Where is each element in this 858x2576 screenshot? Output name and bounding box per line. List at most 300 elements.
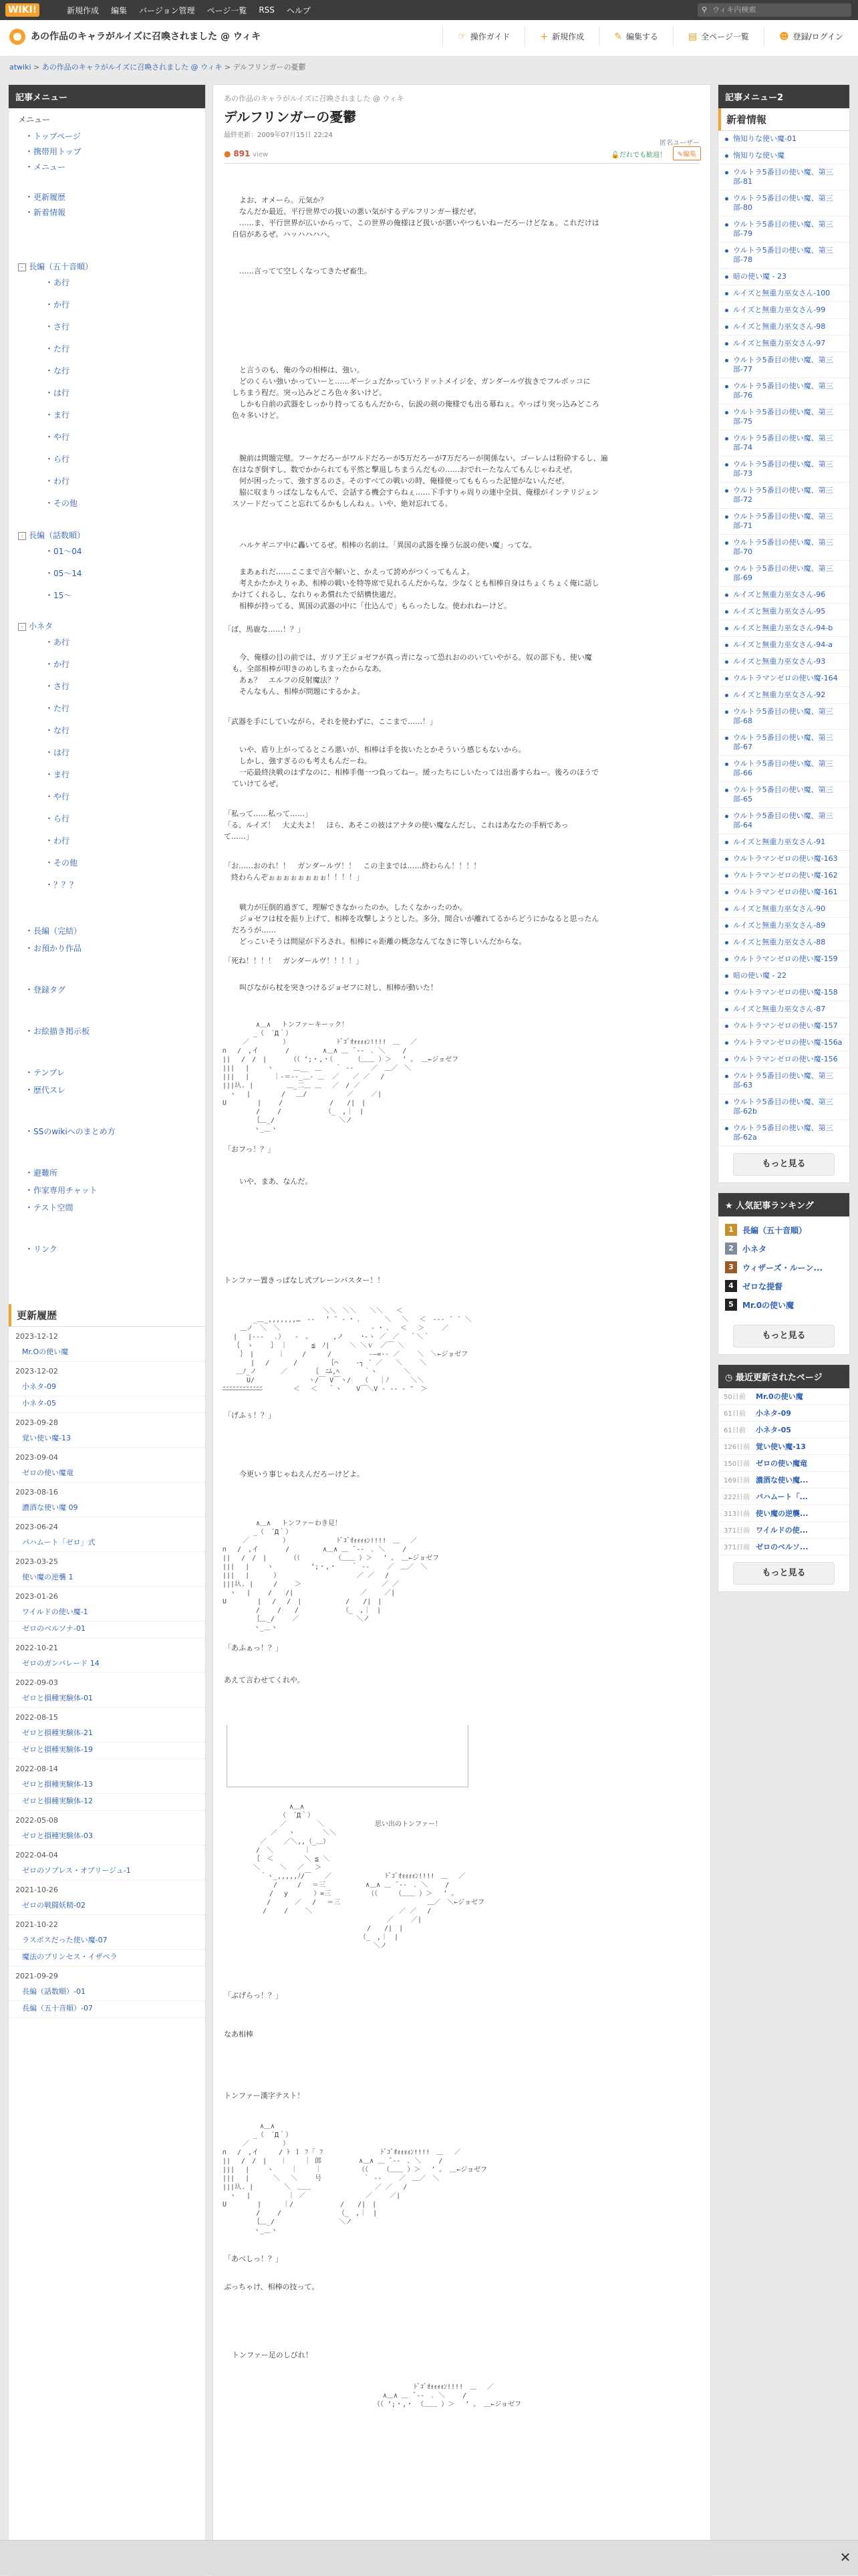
recent-title-label: 最近更新されたページ: [735, 1373, 823, 1383]
news-item[interactable]: 暗の使い魔 - 22: [718, 968, 849, 985]
history-item[interactable]: ゼロのガンパレード 14: [9, 1656, 205, 1673]
news-item[interactable]: ウルトラ5番目の使い魔、第三部-69: [718, 561, 849, 587]
recent-date: 313日前: [724, 1511, 750, 1518]
menu-edit[interactable]: 編集: [111, 5, 128, 15]
all-pages-label: 全ページ一覧: [701, 32, 749, 41]
pencil-icon: ✎: [614, 31, 622, 42]
recent-date: 222日前: [724, 1494, 750, 1501]
search-placeholder: ウィキ内検索: [712, 5, 756, 14]
article-edit-button[interactable]: [673, 146, 701, 160]
update-history-title: 更新履歴: [9, 1304, 205, 1327]
history-item[interactable]: ラスボスだった使い魔-07: [9, 1933, 205, 1950]
right-panel-title: 記事メニュー2: [718, 85, 849, 108]
rank-title: 長編（五十音順）: [742, 1225, 807, 1235]
left-panel-title: 記事メニュー: [9, 85, 205, 108]
paragraph: 今更いう事じゃねえんだろーけどよ。: [232, 1470, 364, 1478]
news-item[interactable]: ウルトラ5番目の使い魔、第三部-76: [718, 378, 849, 404]
wiki-badge: WIKI!: [5, 3, 39, 17]
news-item[interactable]: ウルトラ5番目の使い魔、第三部-73: [718, 457, 849, 483]
history-item[interactable]: 覚い使い魔-13: [9, 1431, 205, 1448]
technique-heading: トンファー足のしびれ！: [232, 2351, 313, 2359]
recent-title: 小ネタ-09: [756, 1409, 791, 1418]
view-count: [224, 149, 268, 158]
dialogue: 「武器を手にしていながら、それを使わずに、ここまで……！」: [224, 717, 437, 726]
news-item[interactable]: ウルトラ5番目の使い魔、第三部-78: [718, 243, 849, 269]
link-oekaki[interactable]: お絵描き掲示板: [33, 1027, 90, 1036]
collapse-icon: -: [18, 263, 26, 271]
recent-date: 169日前: [724, 1477, 750, 1485]
history-item[interactable]: ゼロと損種実験体-03: [9, 1829, 205, 1845]
list-item[interactable]: か行: [53, 300, 70, 309]
ranking-list: [718, 1216, 849, 1318]
recent-item[interactable]: [718, 1388, 849, 1405]
left-menu: メニュー ・トップページ ・携帯用トップ ・メニュー ・更新履歴 ・新着情報 - 長編（五十音順） ・あ行 ・か行 ・さ行 ・た行 ・な行 ・は行 ・ま行 ・や行 ・ら行 ・わ行 ・その他 - 長編（話数順） ・01〜04 ・05〜14 ・15〜 - 小ネタ ・あ行 ・か行 ・さ行 ・た行 ・な行 ・は行 ・ま行 ・や行 ・ら行 ・わ行 ・その他 ・？？？ ・長編（完結） ・お預かり作品 ・登録タグ ・お絵描き掲示板 ・テンプレ ・歴代スレ ・SSのwikiへのまとめ方 ・避難所 ・作家専用チャット ・テスト空間 ・リンク: [9, 108, 205, 1264]
paragraph: よお、オメーら。元気か？ なんだか最近、平行世界での扱いの悪い気がするデルフリンガー様だぜ。 ……ま、平行世界が広いからって、この世界の俺様ほど扱いが悪いやつもいねーだろーけどなぁ。これだけは 自信があるぜ。ハッハハハハ。: [232, 196, 599, 239]
menu-version[interactable]: バージョン管理: [139, 5, 195, 15]
news-item[interactable]: ウルトラ5番目の使い魔、第三部-72: [718, 483, 849, 509]
paragraph: いや、まあ、なんだ。: [232, 1177, 313, 1186]
list-item[interactable]: ら行: [53, 455, 70, 464]
news-item[interactable]: ルイズと無重力巫女さん-99: [718, 302, 849, 319]
history-item[interactable]: ゼロと損種実験体-21: [9, 1726, 205, 1743]
collapse-icon: -: [18, 623, 26, 631]
news-item[interactable]: ウルトラ5番目の使い魔、第三部-62a: [718, 1120, 849, 1146]
rank-number: 3: [725, 1261, 737, 1273]
episode-list: ・01〜04 ・05〜14 ・15〜: [45, 547, 82, 601]
menu-page[interactable]: ページ一覧: [206, 5, 247, 15]
history-date: 2022-09-03: [15, 1678, 58, 1687]
news-item[interactable]: ウルトラ5番目の使い魔、第三部-74: [718, 430, 849, 457]
news-item[interactable]: ウルトラマンゼロの使い魔-161: [718, 884, 849, 901]
news-item[interactable]: ウルトラ5番目の使い魔、第三部-71: [718, 509, 849, 535]
section-long-works[interactable]: [18, 261, 196, 272]
list-item[interactable]: や行: [53, 792, 70, 801]
history-list: [9, 1327, 205, 2018]
recent-date: 126日前: [724, 1444, 750, 1451]
rank-number: 5: [725, 1299, 737, 1311]
news-item[interactable]: ルイズと無重力巫女さん-95: [718, 604, 849, 620]
history-date: 2021-10-26: [15, 1886, 58, 1894]
list-item[interactable]: あ行: [53, 638, 70, 647]
recent-title: 小ネタ-05: [756, 1426, 791, 1434]
breadcrumb-site[interactable]: あの作品のキャラがルイズに召喚されました @ ウィキ: [41, 63, 223, 72]
recent-title: 覚い使い魔-13: [756, 1442, 806, 1451]
list-item[interactable]: その他: [53, 499, 78, 508]
history-item[interactable]: ゼロの使い魔竜: [9, 1466, 205, 1483]
guest-welcome-button[interactable]: [611, 149, 666, 159]
rank-title: ウィザーズ・ルーン...: [742, 1263, 823, 1273]
recent-item[interactable]: [718, 1422, 849, 1438]
dialogue: 「ば、馬鹿な……！？」: [224, 625, 305, 634]
ranking-item[interactable]: [718, 1239, 849, 1258]
close-icon[interactable]: ✕: [839, 2549, 851, 2565]
news-item[interactable]: ウルトラ5番目の使い魔、第三部-70: [718, 535, 849, 561]
breadcrumb: atwiki > あの作品のキャラがルイズに召喚されました @ ウィキ > デルフリンガーの憂鬱: [9, 63, 306, 72]
site-logo-icon[interactable]: [9, 29, 25, 45]
lock-icon: 🔓: [611, 152, 619, 159]
ranking-box: [718, 1192, 850, 1355]
history-date: 2022-08-14: [15, 1765, 58, 1773]
news-item[interactable]: ルイズと無重力巫女さん-90: [718, 901, 849, 918]
list-item[interactable]: わ行: [53, 477, 70, 486]
edit-button[interactable]: [599, 27, 673, 47]
history-item[interactable]: Mr.Oの使い魔: [9, 1345, 205, 1362]
link-test-space[interactable]: テスト空間: [33, 1203, 74, 1212]
guide-button[interactable]: [442, 27, 525, 47]
history-date: 2021-10-22: [15, 1920, 58, 1929]
history-item[interactable]: 小ネタ-09: [9, 1380, 205, 1396]
global-menu: [67, 0, 311, 20]
news-item[interactable]: ウルトラ5番目の使い魔、第三部-81: [718, 164, 849, 190]
new-page-label: 新規作成: [552, 32, 585, 41]
history-date: 2023-09-04: [15, 1453, 58, 1462]
dialogue: 「死ね！！！！ ガンダールヴ！！！！」: [224, 956, 364, 965]
history-date: 2022-08-15: [15, 1713, 58, 1722]
history-item[interactable]: ゼロのソプレス・オブリージュ-1: [9, 1863, 205, 1880]
recent-title: 濃酒な使い魔...: [756, 1476, 809, 1485]
news-item[interactable]: ルイズと無重力巫女さん-93: [718, 654, 849, 670]
rank-title: Mr.0の使い魔: [742, 1300, 795, 1310]
history-item[interactable]: パハムート「ゼロ」式: [9, 1535, 205, 1552]
rank-number: 2: [725, 1243, 737, 1255]
news-item[interactable]: ウルトラマンゼロの使い魔-158: [718, 985, 849, 1001]
link-template[interactable]: テンプレ: [33, 1068, 65, 1077]
ranking-item[interactable]: [718, 1277, 849, 1295]
history-item[interactable]: ゼロの戦闘妖精-02: [9, 1898, 205, 1915]
guide-label: 操作ガイド: [470, 32, 511, 41]
history-date: 2023-12-02: [15, 1367, 58, 1376]
history-item[interactable]: 濃酒な使い魔 09: [9, 1501, 205, 1517]
recent-title: ゼロの使い魔竜: [756, 1459, 807, 1468]
news-item[interactable]: ウルトラ5番目の使い魔、第三部-80: [718, 190, 849, 217]
rank-number: 1: [725, 1224, 737, 1236]
document-icon: ▤: [688, 31, 698, 42]
paragraph: なあ相棒: [224, 2030, 253, 2039]
list-item[interactable]: わ行: [53, 836, 70, 846]
update-history: [9, 1304, 205, 2018]
ascii-art: ＼＼ ＼＼ ＼＼ ＜ _＿_,,,,,,,… ‐‐ ’ ˜ ‐ ･ ､ ＼ ＼ ＜ ‐‐‐ ´ ´ ＼ ＿ノ ＼ ＼ ‐ ･ ､ ＜ ＞ ／ | |‐‐‐ ､） ‐ 、 ,ノ ･‐ヽ ／ ／ ｀＼｀ ｛ ゝ ｝ ｜ ≦ ﾉ| ＼ ＼ｖ ／￣ ＼ ｝ | ｜ / / ‐―=‐‐ ／ ＼ ＼←ジョゼフ | / / ｛⌒ ‐┐ ´ ／ ＼ ＼ ＿ﾉ_ノ ／ ｛ ﾆﾑ,ﾍ ｀ヽ ＼ U/ ヽ/￣ V￣ヽ/ （ ｜ﾉ ＼＼ ﾆﾆﾆﾆﾆﾆﾆﾆﾆﾆﾆﾆ ＜ ＜ ｀ヽ V￣＼V ‐ ‐‐ ‐ ″ ＞: [223, 1307, 472, 1393]
ranking-item[interactable]: [718, 1220, 849, 1239]
news-item[interactable]: ウルトラマンゼロの使い魔-157: [718, 1018, 849, 1035]
recent-title: ゼロのベルソ...: [756, 1543, 809, 1551]
news-item[interactable]: ウルトラ5番目の使い魔、第三部-64: [718, 808, 849, 834]
recent-date: 61日前: [724, 1427, 746, 1434]
link-top[interactable]: トップページ: [33, 132, 81, 141]
history-date: 2023-03-25: [15, 1557, 58, 1566]
news-item[interactable]: ウルトラマンゼロの使い魔-156: [718, 1051, 849, 1068]
news-item[interactable]: ルイズと無重力巫女さん-89: [718, 918, 849, 934]
history-item[interactable]: 魔法のプリンセス・イザベラ: [9, 1950, 205, 1966]
main-content: [212, 84, 711, 2576]
paragraph: まあぁれだ……ここまで言や解いと、かえって誇めがつくってもんよ。 考えかたかえりゃあ、相棒の戦いを特等席で見れるんだからな。少なくとも相棒自身はちょくちょく俺に話し かけてくれるし、なれりゃあ慣れたで結構快適だ。 相棒が持ってる、異国の武器の中に「仕込んで」もらったしな。使われねーけど。: [232, 567, 599, 610]
history-date: 2023-09-28: [15, 1418, 58, 1427]
breadcrumb-root[interactable]: atwiki: [9, 63, 31, 72]
all-pages-button[interactable]: [673, 27, 764, 47]
recent-title: 使い魔の逆襲...: [756, 1509, 809, 1518]
history-item[interactable]: 長編（五十音順）-07: [9, 2001, 205, 2018]
rank-title: 小ネタ: [742, 1244, 767, 1254]
news-item[interactable]: ウルトラ5番目の使い魔、第三部-68: [718, 704, 849, 730]
guide-icon: ☞: [458, 31, 466, 42]
list-item[interactable]: さ行: [53, 322, 70, 332]
paragraph: 腕前は問題完璧。フーケだろーがワルドだろーが5万だろーが7万だろーが関係ない。ゴーレムは粉砕するし、遍 在はなぎ倒すし、数でかかられても平然と撃退しちまうんだもの……おでれーたなんてもんじゃねえぜ。 何が困ったって、強すぎるのさ。そのすべての戦いの時、俺様使ってももらった記憶がないんだぜ。 脇に収まりっぱなしなもんで、会話する機会すらねぇ……下手すりゃ周りの連中全員、俺様がインテリジェン スソードだってこと忘れてるかもしんねぇ。いや、絶対忘れてる。: [232, 454, 608, 508]
author: 匿名ユーザー: [660, 140, 700, 147]
login-label: 登録/ログイン: [793, 32, 843, 41]
pin-icon: ●: [224, 149, 231, 158]
news-item[interactable]: ルイズと無重力巫女さん-98: [718, 319, 849, 336]
link-completed[interactable]: 長編（完結）: [33, 926, 82, 936]
news-box: [718, 84, 850, 1183]
news-item[interactable]: ウルトラマンゼロの使い魔-164: [718, 670, 849, 687]
ranking-item[interactable]: [718, 1258, 849, 1277]
paragraph: と言うのも、俺の今の相棒は、強い。 どのくらい強いかっていーと……ギーシュだかっていうドットメイジを、ガンダールヴ抜きでフルボッコに しちまう程だ。突っ込みどころ色々多いけど。 しかも自前の武器をしっかり持ってるもんだから、伝説の剣の俺様でも出る幕ねぇ。やっぱり突っ込みどころ 色々多いけど。: [232, 366, 599, 420]
list-item[interactable]: さ行: [53, 682, 70, 691]
left-sidebar: [8, 84, 206, 2576]
recent-item[interactable]: [718, 1455, 849, 1472]
history-item[interactable]: 小ネタ-05: [9, 1396, 205, 1413]
article-site-line: あの作品のキャラがルイズに召喚されました @ ウィキ: [224, 94, 404, 103]
recent-date: 371日前: [724, 1544, 750, 1551]
list-item[interactable]: 05〜14: [53, 569, 82, 578]
link-author-chat[interactable]: 作家専用チャット: [33, 1186, 98, 1195]
history-item[interactable]: ゼロと損種実験体-12: [9, 1794, 205, 1811]
recent-date: 150日前: [724, 1460, 750, 1468]
ranking-item[interactable]: [718, 1295, 849, 1314]
recent-list: [718, 1388, 849, 1555]
recent-title: Mr.0の使い魔: [756, 1392, 803, 1401]
clock-icon: ◷: [725, 1373, 736, 1383]
history-date: 2021-09-29: [15, 1972, 58, 1980]
list-item[interactable]: は行: [53, 388, 70, 398]
news-item[interactable]: ウルトラ5番目の使い魔、第三部-79: [718, 217, 849, 243]
collapse-icon: -: [18, 532, 26, 540]
recent-box: [718, 1364, 850, 1592]
history-date: 2022-10-21: [15, 1644, 58, 1652]
menu-new[interactable]: 新規作成: [67, 5, 100, 15]
rank-title: ゼロな提督: [742, 1281, 783, 1291]
paragraph: いや、盾り上がってるところ悪いが、相棒は手を抜いたとかそういう感じもないから。 しかし、強すぎるのも考えもんだーね。 一応最終決戦のはずなのに、相棒手傷一つ負ってねー。緩ったちにしいたっては出番すらねー。後ろのほうで ていけてるぜ。: [232, 745, 599, 788]
news-item[interactable]: ウルトラ5番目の使い魔、第三部-75: [718, 404, 849, 430]
news-item[interactable]: 惰知りな使い魔: [718, 148, 849, 164]
list-item[interactable]: な行: [53, 726, 70, 735]
divider: [224, 163, 700, 164]
site-title[interactable]: あの作品のキャラがルイズに召喚されました @ ウィキ: [31, 31, 261, 42]
history-item[interactable]: ゼロと損種実験体-19: [9, 1743, 205, 1759]
recent-item[interactable]: [718, 1472, 849, 1489]
news-item[interactable]: ルイズと無重力巫女さん-97: [718, 336, 849, 352]
paragraph: 戦力が圧倒的過ぎて、理解できなかったのか。したくなかったのか。 ジョゼフは杖を振り上げて、相棒を攻撃しようとした。多分、間合いが離れてるからどうにかなると思ったん だろうが…… どっこいそうは問屋が下ろされ。相棒にゃ距離の概念なんてなきに等しいんだからな。: [232, 903, 599, 946]
list-item[interactable]: 15〜: [53, 591, 72, 600]
search-input[interactable]: [698, 3, 851, 17]
section-short-stories-label: 小ネタ: [29, 622, 53, 631]
recent-item[interactable]: [718, 1438, 849, 1455]
history-date: 2023-08-16: [15, 1488, 58, 1497]
news-item[interactable]: ルイズと無重力巫女さん-87: [718, 1001, 849, 1018]
link-mobile-top[interactable]: 携帯用トップ: [33, 147, 82, 156]
menu-heading: メニュー: [18, 115, 51, 124]
view-label: view: [253, 151, 269, 158]
technique-heading: トンファー漢字テスト！: [224, 2091, 305, 2100]
news-item[interactable]: ウルトラマンゼロの使い魔-159: [718, 951, 849, 968]
news-item[interactable]: ウルトラマンゼロの使い魔-156a: [718, 1035, 849, 1051]
recent-item[interactable]: [718, 1505, 849, 1522]
ascii-art: ∧＿∧ トンファーわき見！ _（ ´Д｀） ／ ） ﾄﾞｺﾞｵｫｫｫｫﾝ!!!! ＿ ／ ∩ / ,イ / ∧＿∧ ＿ ̄ ‐‐ ､ ＼ / || / / | （（ （＿＿ ）＞ ’ 。 ＿←ジョゼフ ||| | ヽ ‘;・,・ ｀ ‐‐ ／ ＿／ ＼ ||| | ） ／ ／ / |||圦. | / ＞ ／ ／ ヽ | / /| ／ ／| U | / / | / /| | / / / （_ ,｜ | ｛＿_/ ／ ＼ノ ヽ_＿ヽ: [223, 1520, 440, 1632]
list-item[interactable]: は行: [53, 748, 70, 757]
list-item[interactable]: ま行: [53, 770, 70, 779]
technique-heading: トンファー置きっぱなし式ブレーンバスター！！: [224, 1276, 385, 1285]
list-item[interactable]: その他: [53, 858, 78, 868]
recent-item[interactable]: [718, 1489, 849, 1505]
dialogue: 「お……おのれ！！ ガンダールヴ！！ この主までは……終わらん！！！！ 終わらんぞぉぉぉぉぉぉぉぉ！！！！」: [224, 862, 481, 882]
news-item[interactable]: 暗の使い魔 - 23: [718, 269, 849, 285]
ranking-more-button[interactable]: もっと見る: [733, 1325, 835, 1347]
site-nav: [442, 27, 858, 47]
article-edit-label: 編集: [683, 151, 696, 158]
section-by-episode-label: 長編（話数順）: [29, 531, 86, 540]
short-stories-list: ・あ行 ・か行 ・さ行 ・た行 ・な行 ・は行 ・ま行 ・や行 ・ら行 ・わ行 ・その他 ・？？？: [45, 638, 78, 890]
news-item[interactable]: 惰知りな使い魔-01: [718, 131, 849, 148]
recent-item[interactable]: [718, 1522, 849, 1539]
edit-label: 編集する: [625, 32, 658, 41]
users-icon: ☻: [778, 31, 789, 42]
paragraph: あえて言わせてくれや。: [224, 1676, 305, 1684]
news-item[interactable]: ルイズと無重力巫女さん-88: [718, 934, 849, 951]
view-number: 891: [233, 149, 251, 158]
section-by-episode[interactable]: [18, 529, 196, 541]
history-item[interactable]: ワイルドの使い魔-1: [9, 1605, 205, 1622]
breadcrumb-current: デルフリンガーの憂鬱: [233, 63, 306, 72]
news-item[interactable]: ウルトラ5番目の使い魔、第三部-63: [718, 1068, 849, 1094]
new-page-button[interactable]: [525, 27, 599, 47]
history-date: 2022-05-08: [15, 1816, 58, 1825]
list-item[interactable]: た行: [53, 704, 70, 713]
news-item[interactable]: ウルトラ5番目の使い魔、第三部-77: [718, 352, 849, 378]
login-button[interactable]: [764, 27, 858, 47]
dialogue: 「げふぅ！？」: [224, 1411, 275, 1420]
history-item[interactable]: 使い魔の逆襲 1: [9, 1570, 205, 1587]
list-item[interactable]: あ行: [53, 278, 70, 287]
recent-date: 50日前: [724, 1394, 746, 1401]
link-menu[interactable]: メニュー: [33, 162, 66, 172]
ranking-title: [718, 1193, 849, 1216]
news-item[interactable]: ウルトラマンゼロの使い魔-162: [718, 868, 849, 884]
link-tags[interactable]: 登録タグ: [33, 985, 66, 995]
crown-icon: ★: [725, 1201, 736, 1211]
long-works-list: ・あ行 ・か行 ・さ行 ・た行 ・な行 ・は行 ・ま行 ・や行 ・ら行 ・わ行 ・その他: [45, 278, 78, 509]
dialogue: 「あべしっ！？」: [224, 2255, 283, 2263]
paragraph: 今、俺様の目の前では、ガリア王ジョゼフが真っ青になって恐れおののいていやがる。奴の部下も、使い魔 も、全部相棒が叩きのめしちまったからなあ。 あぁ？ エルフの反射魔法？？ そんなもん、相棒が問題にするかよ。: [232, 653, 592, 696]
news-item[interactable]: ルイズと無重力巫女さん-96: [718, 587, 849, 604]
list-item[interactable]: な行: [53, 366, 70, 376]
list-item[interactable]: ら行: [53, 814, 70, 823]
ascii-art: ﾄﾞｺﾞｵｫｫｫｫﾝ!!!! ＿ ／ ∧＿∧ ＿ ̄ ‐‐ ､ ＼ / （（ ‘;・,・ （＿＿ ）＞ ’ 。 ＿←ジョゼフ: [374, 2384, 522, 2408]
ascii-art: ∧＿∧ トンファーキーック！ _（ ´Д｀） ／ ） ﾄﾞｺﾞｵｫｫｫｫﾝ!!!! ＿ ／ ∩ / ,イ / ∧＿∧ ＿ ̄ ‐‐ ､ ＼ / || / / | （（ ‘;・,・（ （＿＿ ）＞ ’ 。 ＿←ジョゼフ ||| | ヽ ＿__ ＿ ｀ ‐‐ ／ ＿／ ＼ ||| | ｜‐＝‐‐_＿‐ ＿ ／ ／ ／ / |||圦. | ＿_二＿ ＿ ／ / ／ ヽ | / ＿/ ／ ／| U | / / /| | / / （_ ,｜ | ｛＿_/ ＼ノ ヽ_＿ヽ: [223, 1021, 459, 1133]
menu-rss[interactable]: RSS: [259, 5, 275, 15]
recent-date: 371日前: [724, 1527, 750, 1535]
history-date: 2023-12-12: [15, 1332, 58, 1341]
atwiki-logo[interactable]: [5, 3, 59, 17]
history-date: 2022-04-04: [15, 1851, 58, 1859]
section-short-stories[interactable]: [18, 620, 196, 632]
recent-item[interactable]: [718, 1539, 849, 1555]
news-item[interactable]: ルイズと無重力巫女さん-92: [718, 687, 849, 704]
recent-title: バハムート「...: [756, 1493, 808, 1501]
recent-date: 61日前: [724, 1410, 746, 1418]
paragraph: 叫びながら杖を突きつけるジョゼフに対し、相棒が動いた！: [232, 983, 438, 992]
recent-more-button[interactable]: もっと見る: [733, 1562, 835, 1585]
link-threads[interactable]: 歴代スレ: [33, 1085, 66, 1095]
link-news[interactable]: 新着情報: [33, 208, 66, 217]
news-item[interactable]: ウルトラ5番目の使い魔、第三部-65: [718, 782, 849, 808]
history-item[interactable]: ゼロと損種実験体-01: [9, 1691, 205, 1708]
dialogue: 「ぶげらっ！？」: [224, 1991, 283, 2000]
recent-item[interactable]: [718, 1405, 849, 1422]
ascii-art: ∧＿∧ （ ´Д｀） ／ ＼ 思い出のトンファー！ ／ ヽ ＼＼ ／ ／＼,,（_＿） / ＼ ｜ ｛ ＜ ＼ ≦ ＼ ＼ ＼ ／ ＞ ｀ヽ_,,,,,ﾉ/￣ ／ ﾄﾞｺﾞｵｫｫｫｫﾝ!!!! ＿ ／ / / ＝三 ∧＿∧ ＿ ̄ ‐‐ ､ ＼ / / y ）=三 （（ （＿＿ ）＞ ’ 。 / ／ / ＝三 ＿／ ＼←ジョゼフ / / ＼ ／ ／ / ／ ／| / /| | （_ ,｜ | ＼ノ: [253, 1803, 484, 1950]
link-links[interactable]: リンク: [33, 1245, 57, 1254]
news-item[interactable]: ルイズと無重力巫女さん-94-b: [718, 620, 849, 637]
dialogue: 「あふぁっ！？」: [224, 1644, 283, 1652]
list-item[interactable]: た行: [53, 344, 70, 354]
menu-help[interactable]: ヘルプ: [286, 5, 311, 15]
ranking-title-label: 人気記事ランキング: [736, 1201, 814, 1211]
right-sidebar: [718, 84, 850, 1601]
link-howto[interactable]: SSのwikiへのまとめ方: [33, 1127, 116, 1136]
list-item[interactable]: や行: [53, 432, 70, 442]
paragraph: ハルケギニア中に轟いてるぜ。相棒の名前は。「異国の武器を操う伝説の使い魔」ってな。: [232, 541, 537, 549]
list-item[interactable]: 01〜04: [53, 547, 82, 556]
global-topbar: [0, 0, 858, 20]
news-item[interactable]: ウルトラ5番目の使い魔、第三部-67: [718, 730, 849, 756]
bottom-ad-bar: [0, 2540, 858, 2575]
site-header: [0, 20, 858, 57]
history-item[interactable]: 長編（話数順）-01: [9, 1984, 205, 2001]
history-item[interactable]: ゼロのベルソナ-01: [9, 1622, 205, 1638]
news-item[interactable]: ルイズと無重力巫女さん-94-a: [718, 637, 849, 654]
pencil-icon: ✎: [677, 151, 683, 158]
news-item[interactable]: ウルトラマンゼロの使い魔-163: [718, 851, 849, 868]
link-held-works[interactable]: お預かり作品: [33, 944, 82, 953]
news-more-button[interactable]: もっと見る: [733, 1153, 835, 1176]
ascii-art: ∧＿∧ _（ ´Д｀） ／ ） ∩ / ,イ / ﾄ ｌ ﾌ ｢ ﾌ ﾄﾞｺﾞｵｫｫｫｫﾝ!!!! ＿ ／ || / / | ｜ ｜ 郎 ∧＿∧ ＿ ̄ ‐‐ ､ ＼ / ||| | ヽ ｜ ｜ （（ （＿＿ ）＞ ’ 。 ＿←ジョゼフ ||| | ＼ ＼ 号 ｀ ‐‐ ／ ＿／ ＼ |||圦. | ＼ ＿＿ ／ ／ / ヽ | ｜ ／ ／ ／| U | ｜/ / /| | / / （_ ,｜ | ｛＿_/ ＼ノ ヽ_＿ヽ: [223, 2123, 488, 2234]
list-item[interactable]: ？？？: [53, 880, 78, 890]
ascii-frame: [227, 1725, 468, 1787]
dialogue: 「私って……私って……」 「る、ルイズ！ 大丈夫よ！ ほら、あそこの彼はアナタの使い魔なんだし、これはあなたの手柄であっ て……」: [224, 809, 569, 841]
news-item[interactable]: ウルトラ5番目の使い魔、第三部-66: [718, 756, 849, 782]
history-date: 2023-01-26: [15, 1592, 58, 1601]
search-icon: ⚲: [702, 5, 708, 14]
last-updated: 最終更新：2009年07月15日 22:24: [224, 132, 333, 139]
page-title: デルフリンガーの憂鬱: [224, 109, 357, 125]
list-item[interactable]: か行: [53, 660, 70, 669]
dialogue: 「おフっ！？」: [224, 1145, 275, 1154]
history-date: 2023-06-24: [15, 1523, 58, 1531]
link-update-history[interactable]: 更新履歴: [33, 192, 66, 202]
link-shelter[interactable]: 避難所: [33, 1168, 58, 1178]
news-item[interactable]: ウルトラ5番目の使い魔、第三部-62b: [718, 1094, 849, 1120]
paragraph: ぶっちゃけ、相棒の技って。: [224, 2283, 319, 2291]
plus-icon: +: [540, 31, 549, 42]
news-list: [718, 131, 849, 1146]
history-item[interactable]: ゼロと損種実験体-13: [9, 1777, 205, 1794]
list-item[interactable]: ま行: [53, 410, 70, 420]
section-long-works-label: 長編（五十音順）: [29, 262, 94, 271]
news-item[interactable]: ルイズと無重力巫女さん-100: [718, 285, 849, 302]
news-item[interactable]: ルイズと無重力巫女さん-91: [718, 834, 849, 851]
news-title: 新着情報: [718, 108, 849, 131]
recent-title: ワイルドの使...: [756, 1526, 809, 1535]
guest-welcome-label: だれでも歓迎！: [619, 152, 666, 159]
recent-title: [718, 1365, 849, 1388]
